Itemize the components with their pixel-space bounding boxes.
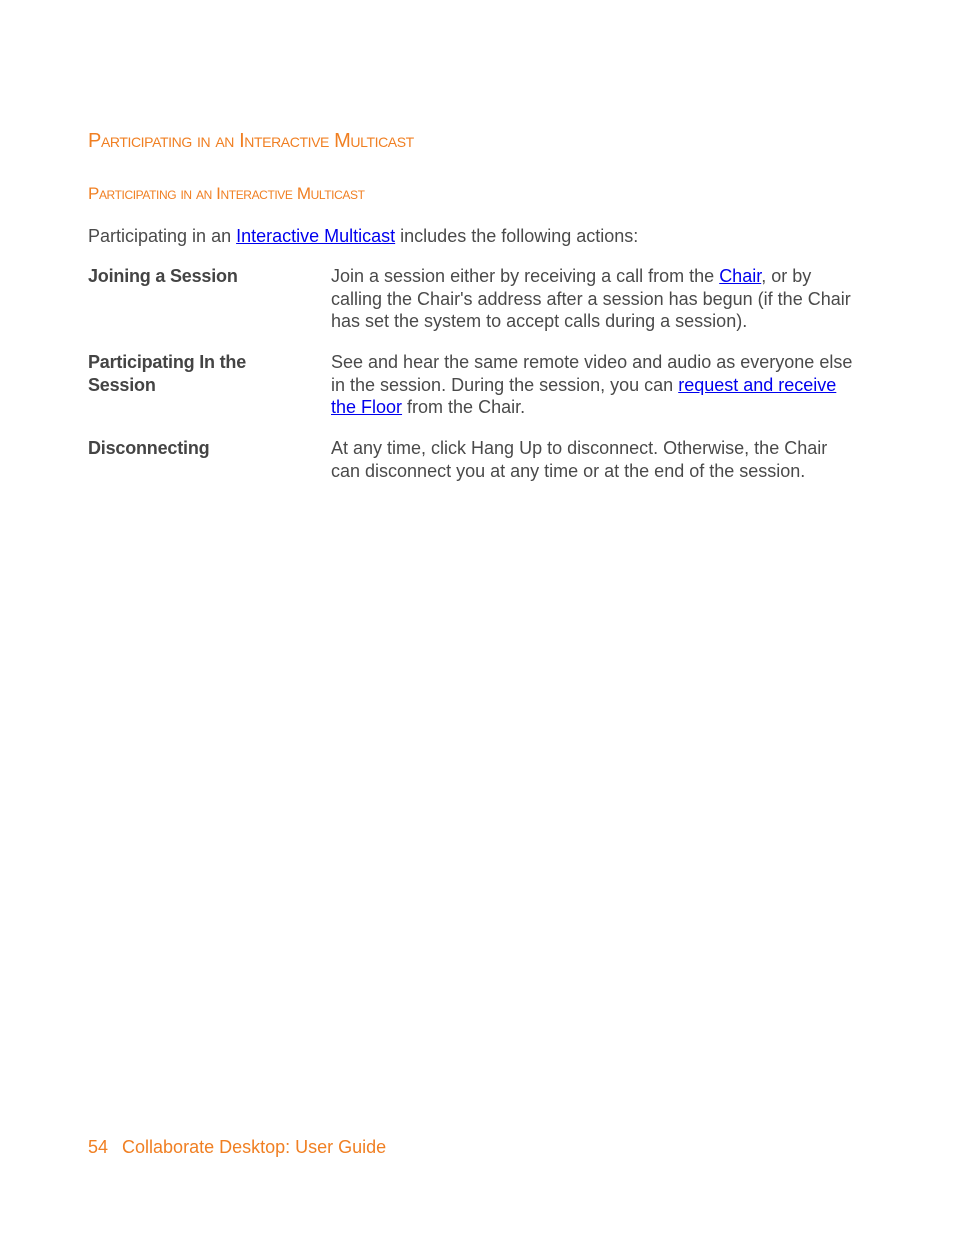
desc-text: , or by calling the Chair's address after a session has begun (if the Chair has set the system to accept calls during a session). [331,266,851,331]
page-title: Participating in an Interactive Multicast [88,130,414,152]
desc-text: from the Chair. [402,397,526,417]
desc-joining-a-session [331,265,861,333]
intro-paragraph [88,225,638,247]
interactive-multicast-link[interactable]: Interactive Multicast [236,226,396,246]
term-joining-a-session: Joining a Session [88,266,238,286]
term-participating-in-the-session: Participating In the Session [88,352,247,395]
request-floor-link[interactable]: request and receive the Floor [331,374,837,417]
desc-disconnecting [331,437,861,482]
section-heading: Participating in an Interactive Multicast [88,184,365,203]
page-footer [88,1137,386,1158]
desc-text: Join a session either by receiving a call from the [331,266,720,286]
chair-link[interactable]: Chair [719,266,762,286]
intro-text-before: Participating in an [88,226,237,246]
intro-text-after: includes the following actions: [395,226,639,246]
desc-participating-in-the-session [331,351,861,419]
guide-title: Collaborate Desktop: User Guide [122,1137,387,1157]
desc-text: At any time, click Hang Up to disconnect. Otherwise, the Chair can disconnect you at any time or at the end of the session. [331,438,828,481]
desc-text: See and hear the same remote video and audio as everyone else in the session. During the session, you can [331,352,853,395]
page-number: 54 [88,1137,109,1157]
term-disconnecting: Disconnecting [88,438,210,458]
